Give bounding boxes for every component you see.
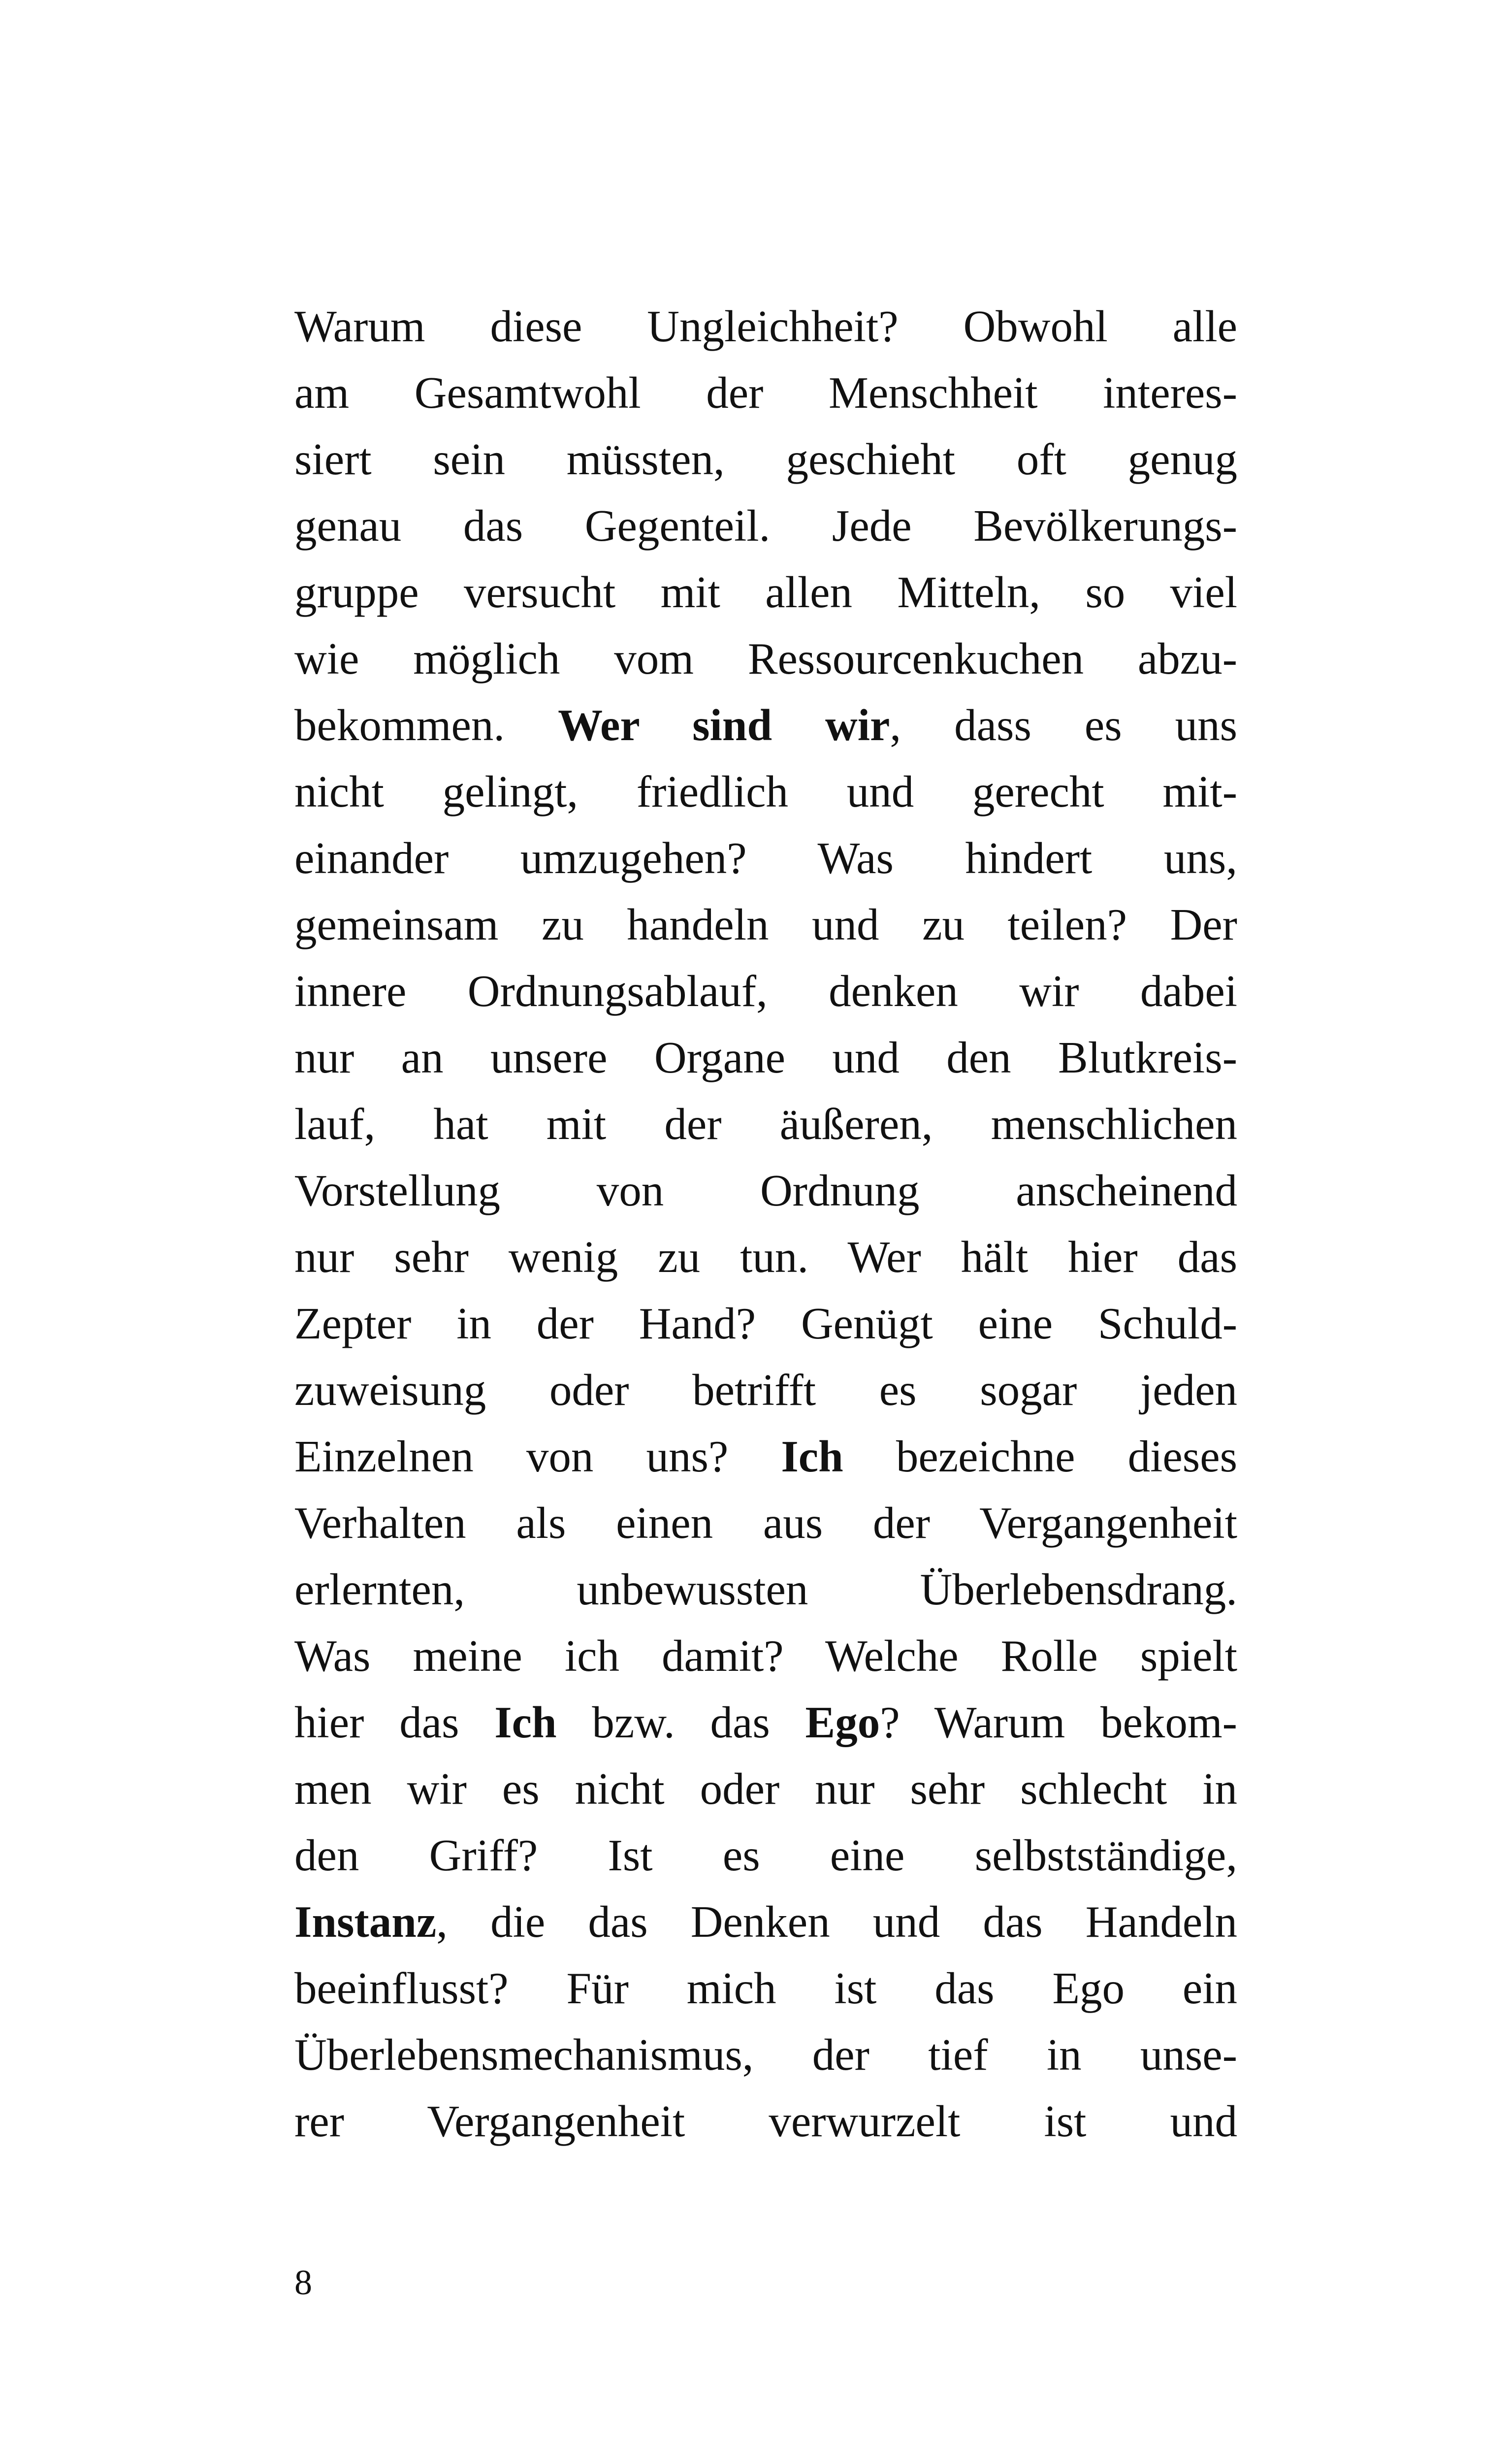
text-segment: , die das Denken und das Handeln [436, 1897, 1237, 1947]
text-segment: nicht gelingt, friedlich und gerecht mit- [294, 767, 1237, 816]
text-line [294, 1024, 1237, 1091]
text-line [294, 1556, 1237, 1623]
text-segment: genau das Gegenteil. Jede Bevölkerungs- [294, 501, 1237, 551]
text-line [294, 692, 1237, 758]
text-line [294, 1290, 1237, 1357]
text-line [294, 1091, 1237, 1157]
text-segment: nur sehr wenig zu tun. Wer hält hier das [294, 1232, 1237, 1282]
text-line [294, 359, 1237, 426]
text-segment: bekommen. [294, 700, 558, 750]
text-segment: gruppe versucht mit allen Mitteln, so viel [294, 567, 1237, 617]
text-segment: den Griff? Ist es eine selbstständige, [294, 1830, 1237, 1880]
text-line [294, 426, 1237, 492]
text-line [294, 2021, 1237, 2088]
bold-term: Ich [494, 1697, 557, 1747]
text-line [294, 625, 1237, 692]
bold-term: Ego [805, 1697, 880, 1747]
text-segment: Vorstellung von Ordnung anscheinend [294, 1166, 1237, 1215]
bold-term: Ich [781, 1432, 843, 1481]
text-segment: Verhalten als einen aus der Vergangenheit [294, 1498, 1237, 1548]
text-line [294, 1689, 1237, 1756]
text-line [294, 1357, 1237, 1423]
text-line [294, 492, 1237, 559]
text-segment: rer Vergangenheit verwurzelt ist und [294, 2096, 1237, 2146]
text-segment: gemeinsam zu handeln und zu teilen? Der [294, 900, 1237, 949]
text-segment: erlernten, unbewussten Überlebensdrang. [294, 1564, 1237, 1614]
text-segment: am Gesamtwohl der Menschheit interes- [294, 368, 1237, 418]
bold-term: Wer sind wir [558, 700, 890, 750]
text-line [294, 2088, 1237, 2154]
text-segment: men wir es nicht oder nur sehr schlecht in [294, 1764, 1237, 1814]
text-segment: hier das [294, 1697, 495, 1747]
text-segment: nur an unsere Organe und den Blutkreis- [294, 1033, 1237, 1082]
text-segment: einander umzugehen? Was hindert uns, [294, 833, 1237, 883]
text-segment: Einzelnen von uns? [294, 1432, 781, 1481]
text-line [294, 1822, 1237, 1889]
text-segment: Was meine ich damit? Welche Rolle spielt [294, 1631, 1237, 1681]
text-line [294, 758, 1237, 825]
body-text [294, 293, 1237, 2154]
text-line [294, 1490, 1237, 1556]
text-line [294, 1955, 1237, 2021]
bold-term: Instanz [294, 1897, 437, 1947]
text-line [294, 293, 1237, 359]
text-line [294, 1157, 1237, 1224]
text-line [294, 1224, 1237, 1290]
text-segment: bezeichne dieses [843, 1432, 1237, 1481]
text-segment: lauf, hat mit der äußeren, menschlichen [294, 1099, 1237, 1149]
text-segment: wie möglich vom Ressourcenkuchen abzu- [294, 634, 1237, 684]
text-line [294, 958, 1237, 1024]
text-segment: ? Warum bekom- [880, 1697, 1237, 1747]
text-line [294, 1889, 1237, 1955]
text-segment: Zepter in der Hand? Genügt eine Schuld- [294, 1299, 1237, 1348]
text-segment: innere Ordnungsablauf, denken wir dabei [294, 966, 1237, 1016]
text-segment: , dass es uns [890, 700, 1237, 750]
text-line [294, 1423, 1237, 1490]
text-line [294, 1623, 1237, 1689]
text-segment: siert sein müssten, geschieht oft genug [294, 434, 1237, 484]
text-segment: bzw. das [556, 1697, 805, 1747]
text-segment: Überlebensmechanismus, der tief in unse- [294, 2030, 1237, 2080]
text-segment: zuweisung oder betrifft es sogar jeden [294, 1365, 1237, 1415]
text-line [294, 559, 1237, 625]
text-line [294, 891, 1237, 958]
text-line [294, 1756, 1237, 1822]
text-segment: beeinflusst? Für mich ist das Ego ein [294, 1963, 1237, 2013]
page-number: 8 [294, 2263, 312, 2302]
text-segment: Warum diese Ungleichheit? Obwohl alle [294, 301, 1237, 351]
text-line [294, 825, 1237, 891]
